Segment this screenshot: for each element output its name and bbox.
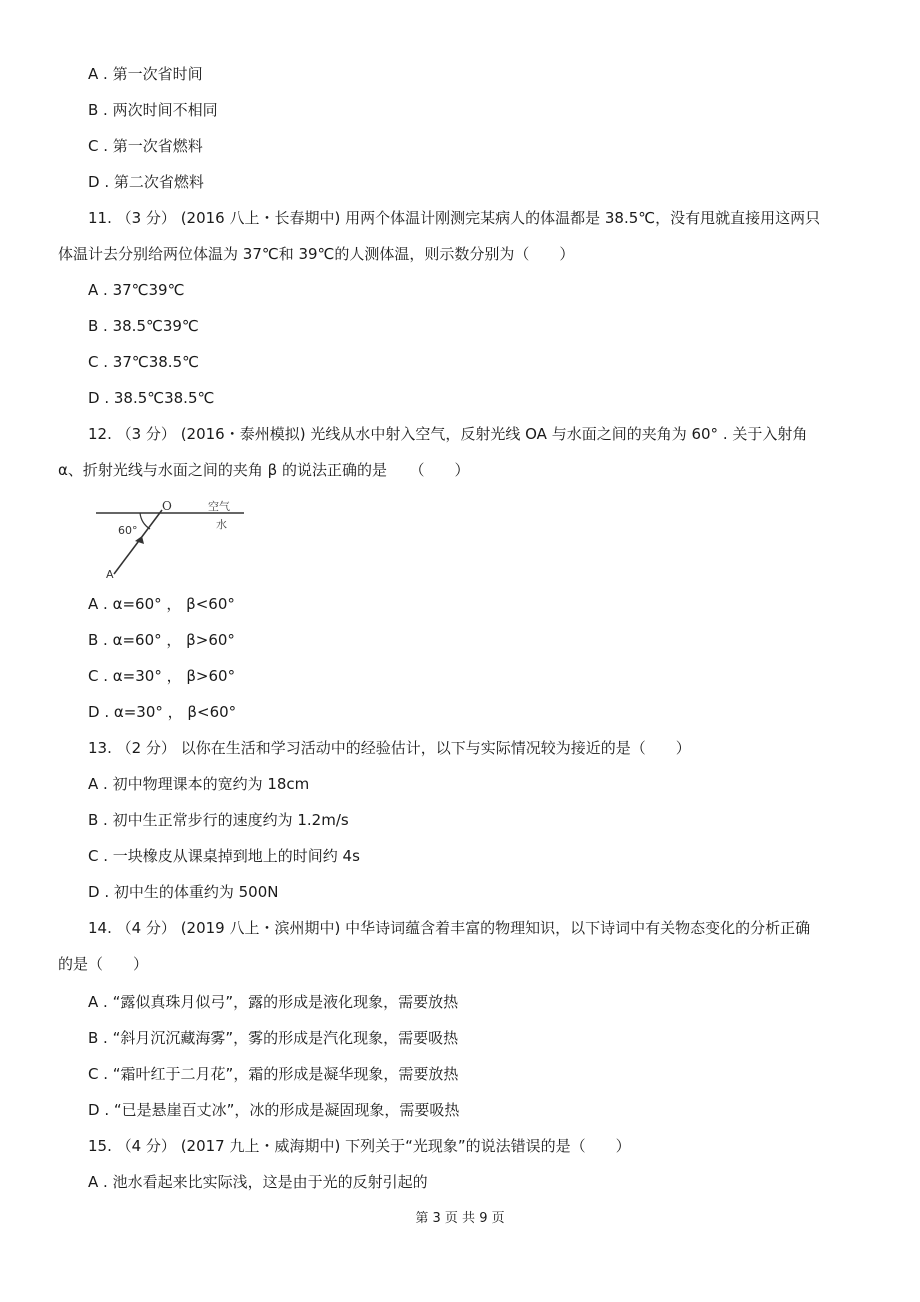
q14-stem-line2: 的是（ ） [58, 955, 149, 973]
q10-option-b: B . 两次时间不相同 [88, 101, 218, 119]
label-a: A [106, 568, 114, 581]
q14-option-d: D . “已是悬崖百丈冰”，冰的形成是凝固现象，需要吸热 [88, 1101, 460, 1119]
q10-option-d: D . 第二次省燃料 [88, 173, 204, 191]
q11-stem-line2: 体温计去分别给两位体温为 37℃和 39℃的人测体温，则示数分别为（ ） [58, 245, 575, 263]
q12-option-c: C . α=30° ， β>60° [88, 667, 236, 685]
q13-stem-line1: 13. （2 分） 以你在生活和学习活动中的经验估计，以下与实际情况较为接近的是（ ） [88, 739, 691, 757]
q12-option-b: B . α=60° ， β>60° [88, 631, 235, 649]
label-angle-60: 60° [118, 524, 138, 537]
q14-option-a: A . “露似真珠月似弓”，露的形成是液化现象，需要放热 [88, 993, 459, 1011]
q10-option-a: A . 第一次省时间 [88, 65, 203, 83]
q12-refraction-figure [92, 496, 252, 582]
q14-option-b: B . “斜月沉沉藏海雾”，雾的形成是汽化现象，需要吸热 [88, 1029, 459, 1047]
angle-arc [140, 513, 150, 529]
q13-option-b: B . 初中生正常步行的速度约为 1.2m/s [88, 811, 349, 829]
q11-option-b: B . 38.5℃39℃ [88, 317, 199, 335]
q13-option-c: C . 一块橡皮从课桌掉到地上的时间约 4s [88, 847, 360, 865]
label-o: O [162, 499, 172, 513]
q13-option-a: A . 初中物理课本的宽约为 18cm [88, 775, 310, 793]
q10-option-c: C . 第一次省燃料 [88, 137, 203, 155]
q11-option-c: C . 37℃38.5℃ [88, 353, 199, 371]
q11-option-a: A . 37℃39℃ [88, 281, 185, 299]
q15-stem-line1: 15. （4 分） (2017 九上・威海期中) 下列关于“光现象”的说法错误的是（ ） [88, 1137, 631, 1155]
q11-stem-line1: 11. （3 分） (2016 八上・长春期中) 用两个体温计刚测完某病人的体温都是 38.5℃，没有甩就直接用这两只 [88, 209, 821, 227]
q11-option-d: D . 38.5℃38.5℃ [88, 389, 215, 407]
q12-stem-line1: 12. （3 分） (2016・泰州模拟) 光线从水中射入空气，反射光线 OA 与水面之间的夹角为 60° . 关于入射角 [88, 425, 808, 443]
label-water: 水 [216, 518, 227, 531]
page-footer: 第 3 页 共 9 页 [415, 1211, 505, 1226]
q14-option-c: C . “霜叶红于二月花”，霜的形成是凝华现象，需要放热 [88, 1065, 459, 1083]
label-air: 空气 [208, 500, 230, 513]
q12-option-d: D . α=30° ， β<60° [88, 703, 237, 721]
q12-option-a: A . α=60° ， β<60° [88, 595, 235, 613]
q12-stem-line2: α、折射光线与水面之间的夹角 β 的说法正确的是 （ ） [58, 461, 470, 479]
q14-stem-line1: 14. （4 分） (2019 八上・滨州期中) 中华诗词蕴含着丰富的物理知识，以下诗词中有关物态变化的分析正确 [88, 919, 811, 937]
q15-option-a: A . 池水看起来比实际浅，这是由于光的反射引起的 [88, 1173, 428, 1191]
q13-option-d: D . 初中生的体重约为 500N [88, 883, 279, 901]
ray-arrow-icon [135, 536, 144, 544]
